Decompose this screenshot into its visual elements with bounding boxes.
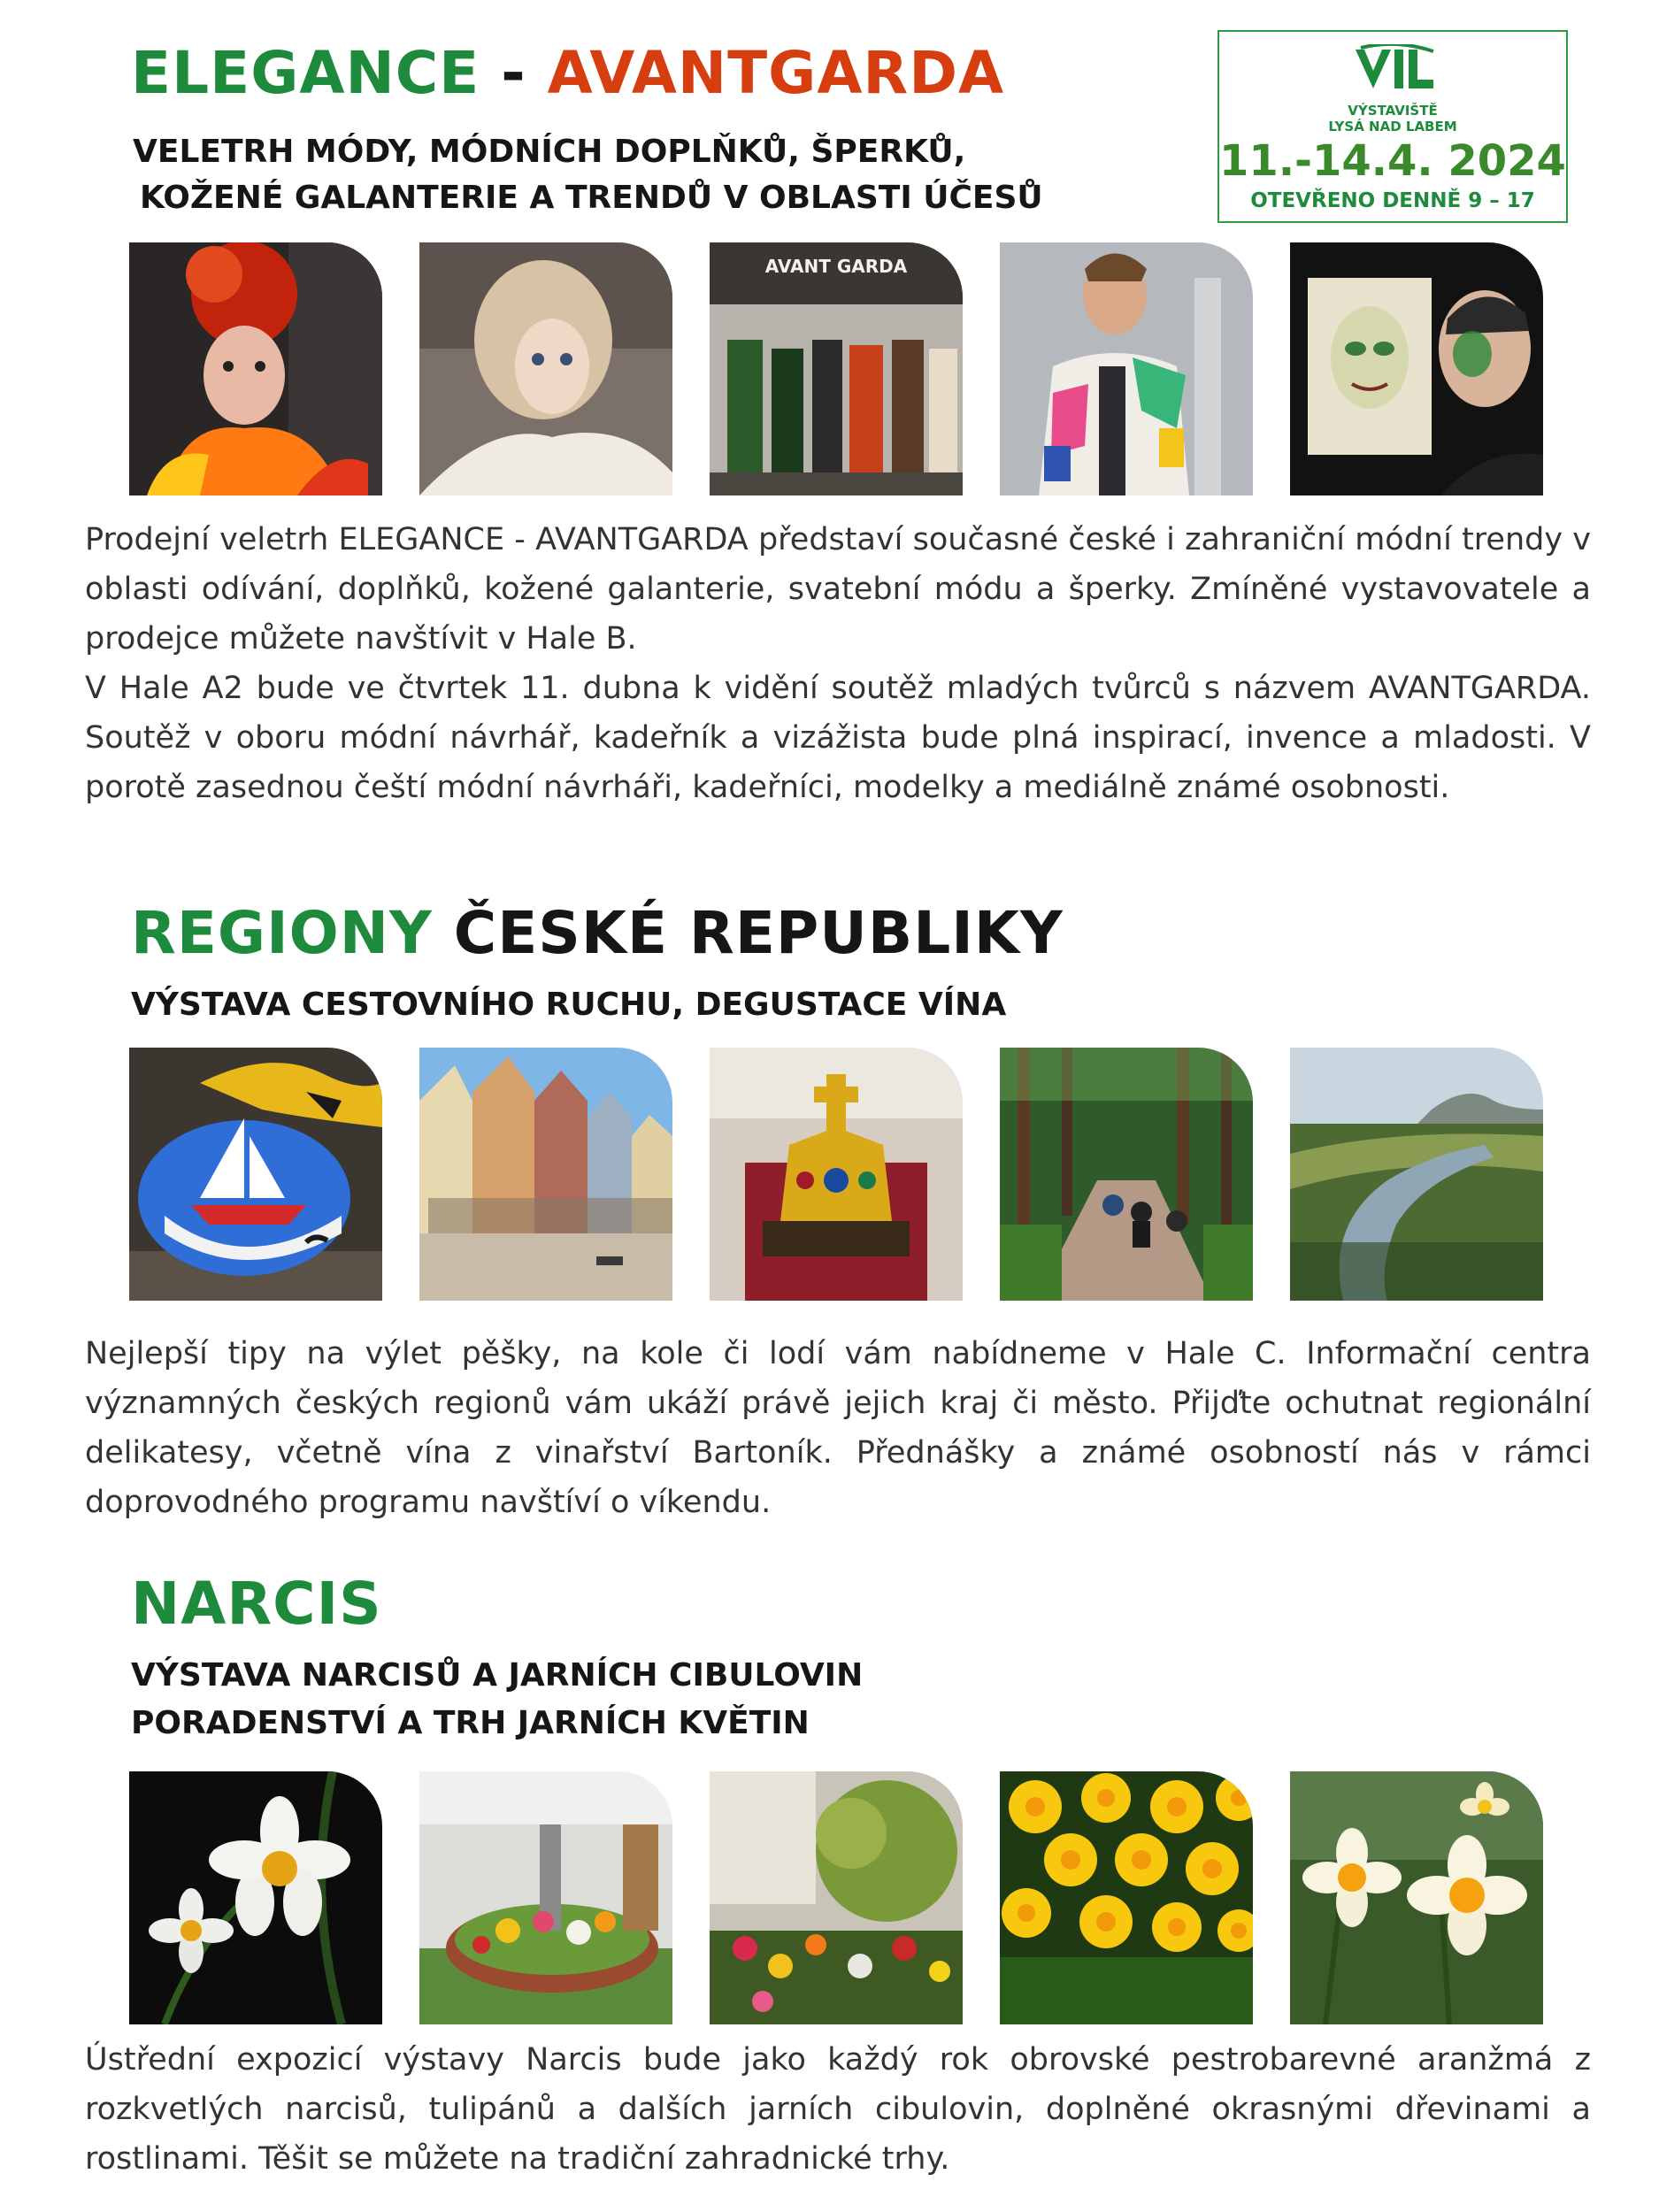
badge-venue-line1: VÝSTAVIŠTĚ <box>1348 103 1438 119</box>
photo-white-narcissus <box>129 1771 382 2024</box>
section1-title-separator: - <box>501 39 526 107</box>
section2-title <box>131 899 1064 967</box>
section2-paragraph1: Nejlepší tipy na výlet pěšky, na kole či lodí vám nabídneme v Hale C. Informační centra významných českých regionů vám ukáží právě jejich kraj či město. Přijďte ochutnat regionální delikatesy, včetně vína z vinařství Bartoník. Přednášky a známé osobností nás v rámci doprovodného programu navštíví o víkendu. <box>85 1336 1591 1520</box>
section3-title-narcis: NARCIS <box>131 1570 382 1638</box>
section3-subtitle-line2: PORADENSTVÍ A TRH JARNÍCH KVĚTIN <box>131 1705 810 1741</box>
photo-face-painting-model <box>1290 242 1543 495</box>
section3-description <box>85 2035 1591 2184</box>
badge-dates: 11.-14.4. 2024 <box>1219 136 1566 186</box>
section3-paragraph1: Ústřední expozicí výstavy Narcis bude jako každý rok obrovské pestrobarevné aranžmá z rozkvetlých narcisů, tulipánů a dalších jarních cibulovin, doplněné okrasnými dřevinami a rostlinami. Těšit se můžete na tradiční zahradnické trhy. <box>85 2042 1591 2177</box>
photo-spring-flower-display <box>710 1771 963 2024</box>
photo-avantgarde-makeup-model <box>129 242 382 495</box>
photo-avantgarda-winners <box>710 242 963 495</box>
photo-fashion-jacket-model <box>1000 242 1253 495</box>
section2-subtitle-line1: VÝSTAVA CESTOVNÍHO RUCHU, DEGUSTACE VÍNA <box>131 987 1007 1023</box>
photo-silver-hair-model <box>419 242 672 495</box>
section1-title <box>131 39 1005 107</box>
photo-forest-cyclists <box>1000 1048 1253 1301</box>
section2-description <box>85 1329 1591 1527</box>
photo-river-valley <box>1290 1048 1543 1301</box>
section1-title-avantgarda: AVANTGARDA <box>547 39 1005 107</box>
section1-subtitle-line2: KOŽENÉ GALANTERIE A TRENDŮ V OBLASTI ÚČESŮ <box>140 180 1043 216</box>
photo-yellow-daffodils <box>1000 1771 1253 2024</box>
section3-subtitle-line1: VÝSTAVA NARCISŮ A JARNÍCH CIBULOVIN <box>131 1657 864 1694</box>
section1-paragraph2: V Hale A2 bude ve čtvrtek 11. dubna k vidění soutěž mladých tvůrců s názvem AVANTGARDA. Soutěž v oboru módní návrhář, kadeřník a vizážista bude plná inspirací, invence a mladosti. V porotě zasednou čeští módní návrháři, kadeřníci, modelky a mediálně známé osobnosti. <box>85 671 1591 805</box>
event-info-badge <box>1217 30 1568 223</box>
photo-telc-square <box>419 1048 672 1301</box>
section1-subtitle-line1: VELETRH MÓDY, MÓDNÍCH DOPLŇKŮ, ŠPERKŮ, <box>133 134 966 170</box>
section2-title-ceske-republiky: ČESKÉ REPUBLIKY <box>453 899 1064 967</box>
section1-description <box>85 515 1591 812</box>
section3-title <box>131 1570 382 1638</box>
exhibition-logo-icon <box>1352 44 1437 94</box>
photo-white-orange-daffodils <box>1290 1771 1543 2024</box>
photo-painted-stone <box>129 1048 382 1301</box>
photo-avantgarda-sign: AVANT GARDA <box>764 256 908 277</box>
photo-royal-crown <box>710 1048 963 1301</box>
badge-hours: OTEVŘENO DENNĚ 9 – 17 <box>1250 189 1535 212</box>
badge-venue-line2: LYSÁ NAD LABEM <box>1328 119 1457 134</box>
section1-paragraph1: Prodejní veletrh ELEGANCE - AVANTGARDA představí současné české i zahraniční módní trendy v oblasti odívání, doplňků, kožené galanterie, svatební módu a šperky. Zmíněné vystavovatele a prodejce můžete navštívit v Hale B. <box>85 522 1591 657</box>
section1-title-elegance: ELEGANCE <box>131 39 480 107</box>
section2-title-regiony: REGIONY <box>131 899 433 967</box>
photo-flower-exhibition-arrangement <box>419 1771 672 2024</box>
